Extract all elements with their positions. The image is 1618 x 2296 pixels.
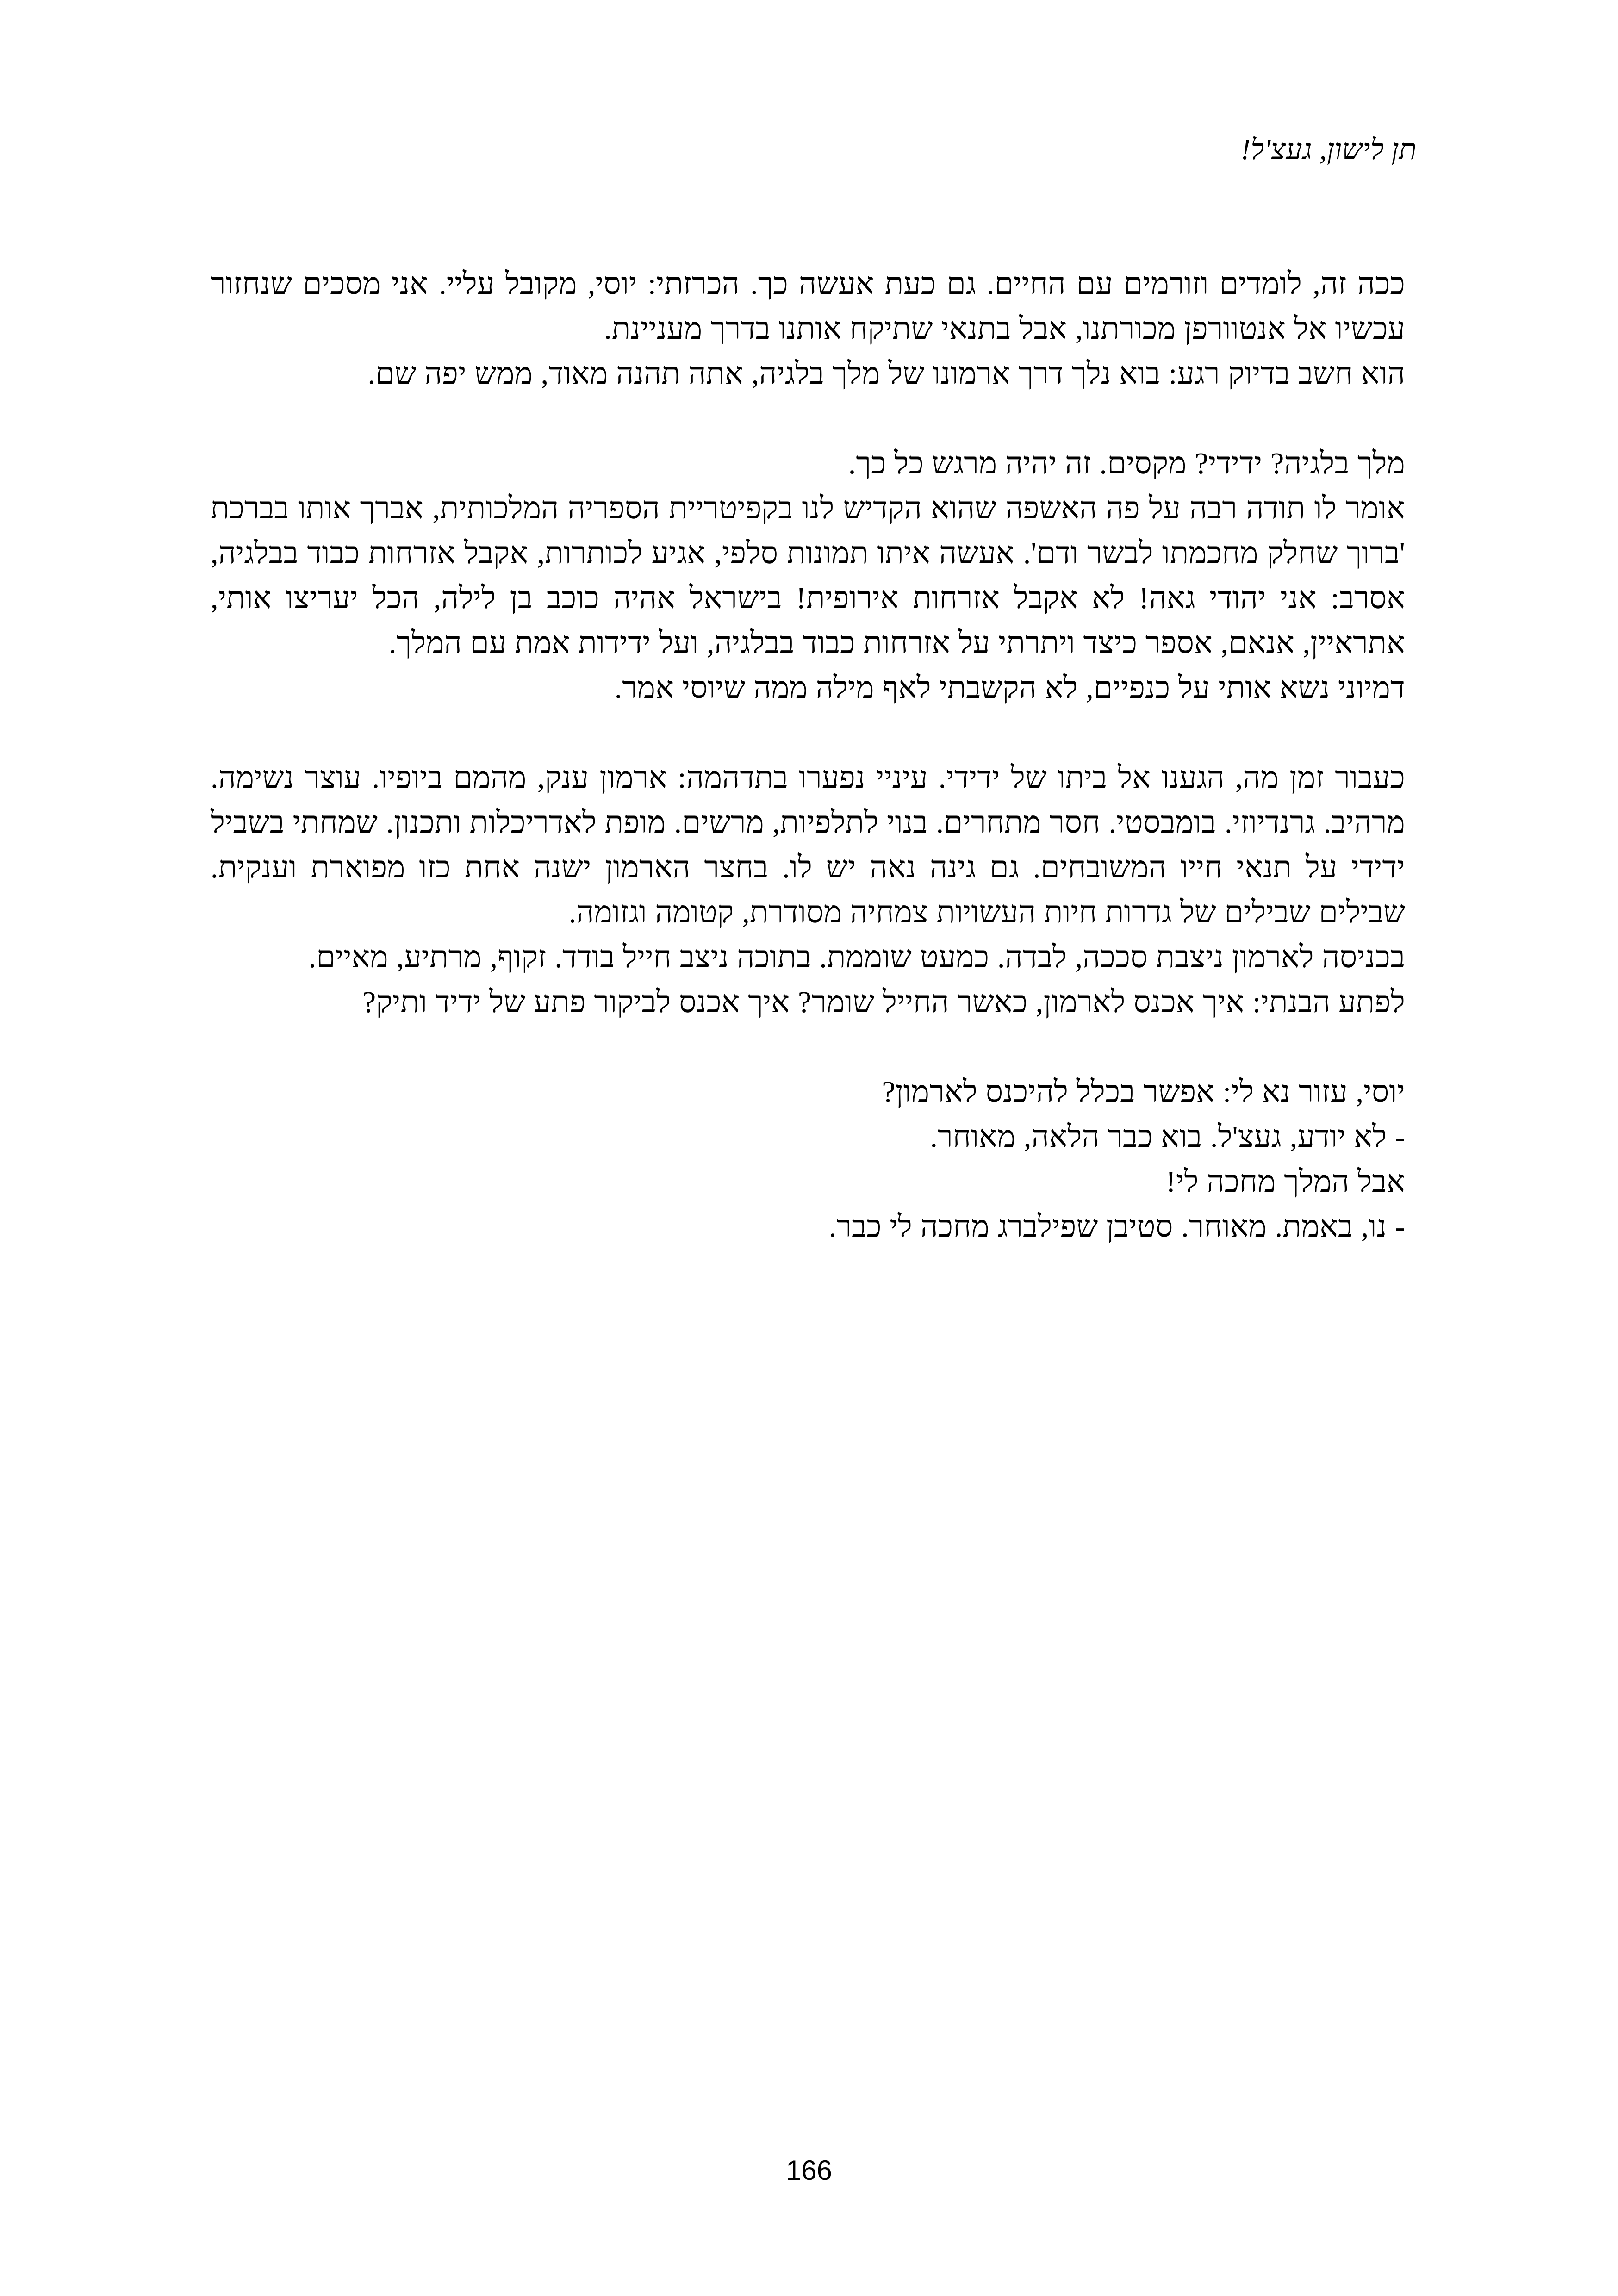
paragraph-6: כעבור זמן מה, הגענו אל ביתו של ידידי. עיניי נפערו בתדהמה: ארמון ענק, מהמם ביופיו. עוצר נשימה. מרהיב. גרנדיוזי. בומבסטי. חסר מתחרים. בנוי לתלפיות, מרשים. מופת לאדריכלות ותכנון. שמחתי בשביל ידידי על תנאי חייו המשובחים. גם גינה נאה יש לו. בחצר הארמון ישנה אחת כזו מפוארת וענקית. שבילים שבילים של גדרות חיות העשויות צמחיה מסודרת, קטומה וגזומה. — [211, 761, 1405, 929]
paragraph-spacer — [211, 396, 1405, 441]
paragraph-3: מלך בלגיה? ידידי? מקסים. זה יהיה מרגש כל כך. — [848, 447, 1405, 480]
paragraph-1: ככה זה, לומדים וזורמים עם החיים. גם כעת אעשה כך. הכרזתי: יוסי, מקובל עליי. אני מסכים שנחזור עכשיו אל אנטוורפן מכורתנו, אבל בתנאי שתיקח אותנו בדרך מעניינת. — [211, 267, 1405, 346]
dialogue-line-3: אבל המלך מחכה לי! — [1165, 1165, 1405, 1199]
paragraph-7: בכניסה לארמון ניצבת סככה, לבדה. כמעט שוממת. בתוכה ניצב חייל בודד. זקוף, מרתיע, מאיים. — [308, 940, 1405, 974]
paragraph-5: דמיוני נשא אותי על כנפיים, לא הקשבתי לאף מילה ממה שיוסי אמר. — [614, 671, 1405, 705]
dialogue-spacer — [211, 1025, 1405, 1070]
dialogue-line-4: - נו, באמת. מאוחר. סטיבן שפילברג מחכה לי כבר. — [828, 1210, 1405, 1244]
dialogue-line-2: - לא יודע, געצ'ל. בוא כבר הלאה, מאוחר. — [930, 1120, 1405, 1154]
paragraph-8: לפתע הבנתי: איך אכנס לארמון, כאשר החייל שומר? איך אכנס לביקור פתע של ידיד ותיק? — [362, 985, 1405, 1019]
paragraph-2: הוא חשב בדיוק רגע: בוא נלך דרך ארמונו של מלך בלגיה, אתה תהנה מאוד, ממש יפה שם. — [367, 357, 1405, 391]
body-text-column — [211, 261, 1405, 1249]
paragraph-spacer — [211, 710, 1405, 755]
paragraph-4: אומר לו תודה רבה על פה האשפה שהוא הקדיש לנו בקפיטריית הספריה המלכותית, אברך אותו בברכת 'ברוך שחלק מחכמתו לבשר ודם'. אעשה איתו תמונות סלפי, אגיע לכותרות, אקבל אזרחות כבוד בבלגיה, אסרב: אני יהודי גאה! לא אקבל אזרחות אירופית! בישראל אהיה כוכב בן לילה, הכל יעריצו אותי, אתראיין, אנאם, אספר כיצד ויתרתי על אזרחות כבוד בבלגיה, ועל ידידות אמת עם המלך. — [211, 492, 1405, 660]
dialogue-line-1: יוסי, עזור נא לי: אפשר בכלל להיכנס לארמון? — [882, 1075, 1405, 1109]
page-number: 166 — [785, 2155, 833, 2186]
running-head: תן לישון, געצ'ל! — [1241, 134, 1417, 166]
